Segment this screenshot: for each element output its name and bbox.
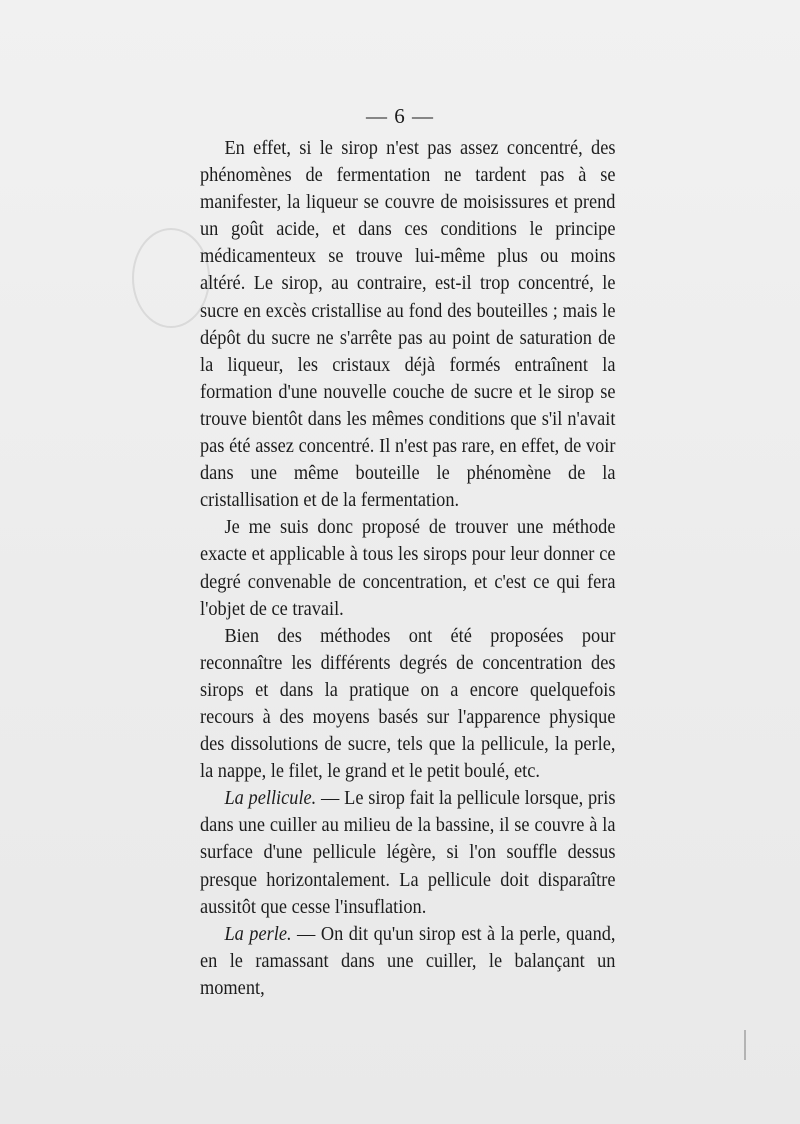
paragraph-run-in: La pellicule. bbox=[224, 788, 317, 810]
page-number: — 6 — bbox=[366, 104, 434, 128]
paragraph-text: — On dit qu'un sirop est à la perle, quand, en le ramassant dans une cuiller, le balançant un moment, bbox=[200, 923, 616, 999]
paragraph-run-in: La perle. bbox=[224, 923, 292, 945]
paragraph-text: — Le sirop fait la pellicule lorsque, pris dans une cuiller au milieu de la bassine, il se couvre à la surface d'une pellicule légère, si l'on souffle dessus presque horizontalement. La pellicule doit disparaître aussitôt que cesse l'insuflation. bbox=[200, 788, 616, 918]
paragraph bbox=[200, 921, 615, 1002]
paragraph-text: En effet, si le sirop n'est pas assez concentré, des phénomènes de fermentation ne tardent pas à se manifester, la liqueur se couvre de moisissures et prend un goût acide, et dans ces conditions le principe médicamenteux se trouve lui-même plus ou moins altéré. Le sirop, au contraire, est-il trop concentré, le sucre en excès cristallise au fond des bouteilles ; mais le dépôt du sucre ne s'arrête pas au point de saturation de la liqueur, les cristaux déjà formés entraînent la formation d'une nouvelle couche de sucre et le sirop se trouve bientôt dans les mêmes conditions que s'il n'avait pas été assez concentré. Il n'est pas rare, en effet, de voir dans une même bouteille le phénomène de la cristallisation et de la fermentation. bbox=[200, 138, 616, 512]
page-edge-mark bbox=[744, 1030, 746, 1060]
paragraph bbox=[200, 514, 615, 622]
paragraph-text: Bien des méthodes ont été proposées pour reconnaître les différents degrés de concentration des sirops et dans la pratique on a encore quelquefois recours à des moyens basés sur l'apparence physique des dissolutions de sucre, tels que la pellicule, la perle, la nappe, le filet, le grand et le petit boulé, etc. bbox=[200, 625, 616, 783]
paragraph bbox=[200, 135, 615, 514]
library-stamp-icon bbox=[132, 228, 210, 328]
paragraph-text: Je me suis donc proposé de trouver une méthode exacte et applicable à tous les sirops pour leur donner ce degré convenable de concentration, et c'est ce qui fera l'objet de ce travail. bbox=[200, 517, 616, 620]
paragraph bbox=[200, 785, 615, 920]
body-text bbox=[200, 135, 615, 1002]
paragraph bbox=[200, 623, 615, 786]
